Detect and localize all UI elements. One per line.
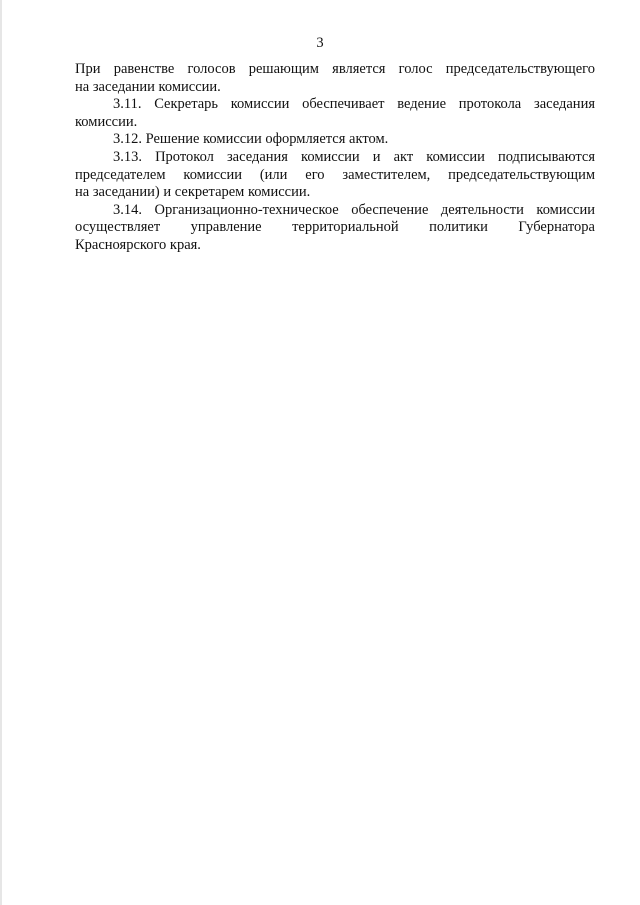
text-line: При равенстве голосов решающим является голос председательствующего — [75, 61, 595, 77]
page-number: 3 — [316, 35, 324, 51]
document-body — [75, 61, 595, 255]
text-line: председателем комиссии (или его заместителем, председательствующим — [75, 166, 595, 183]
text-line: комиссии. — [75, 113, 138, 130]
paragraph-3-14 — [75, 202, 595, 255]
text-line: 3.11. Секретарь комиссии обеспечивает ведение протокола заседания — [113, 96, 595, 113]
text-line: 3.12. Решение комиссии оформляется актом. — [113, 131, 389, 148]
paragraph-continuation — [75, 61, 595, 96]
text-line: на заседании комиссии. — [75, 78, 221, 95]
text-line: осуществляет управление территориальной политики Губернатора — [75, 219, 595, 236]
paragraph-3-12 — [75, 131, 595, 149]
text-line: 3.13. Протокол заседания комиссии и акт комиссии подписываются — [113, 148, 595, 165]
paragraph-3-13 — [75, 149, 595, 202]
text-line: Красноярского края. — [75, 236, 201, 253]
text-line: 3.14. Организационно-техническое обеспечение деятельности комиссии — [113, 201, 595, 218]
text-line: на заседании) и секретарем комиссии. — [75, 184, 311, 201]
paragraph-3-11 — [75, 96, 595, 131]
scan-edge — [0, 0, 2, 905]
